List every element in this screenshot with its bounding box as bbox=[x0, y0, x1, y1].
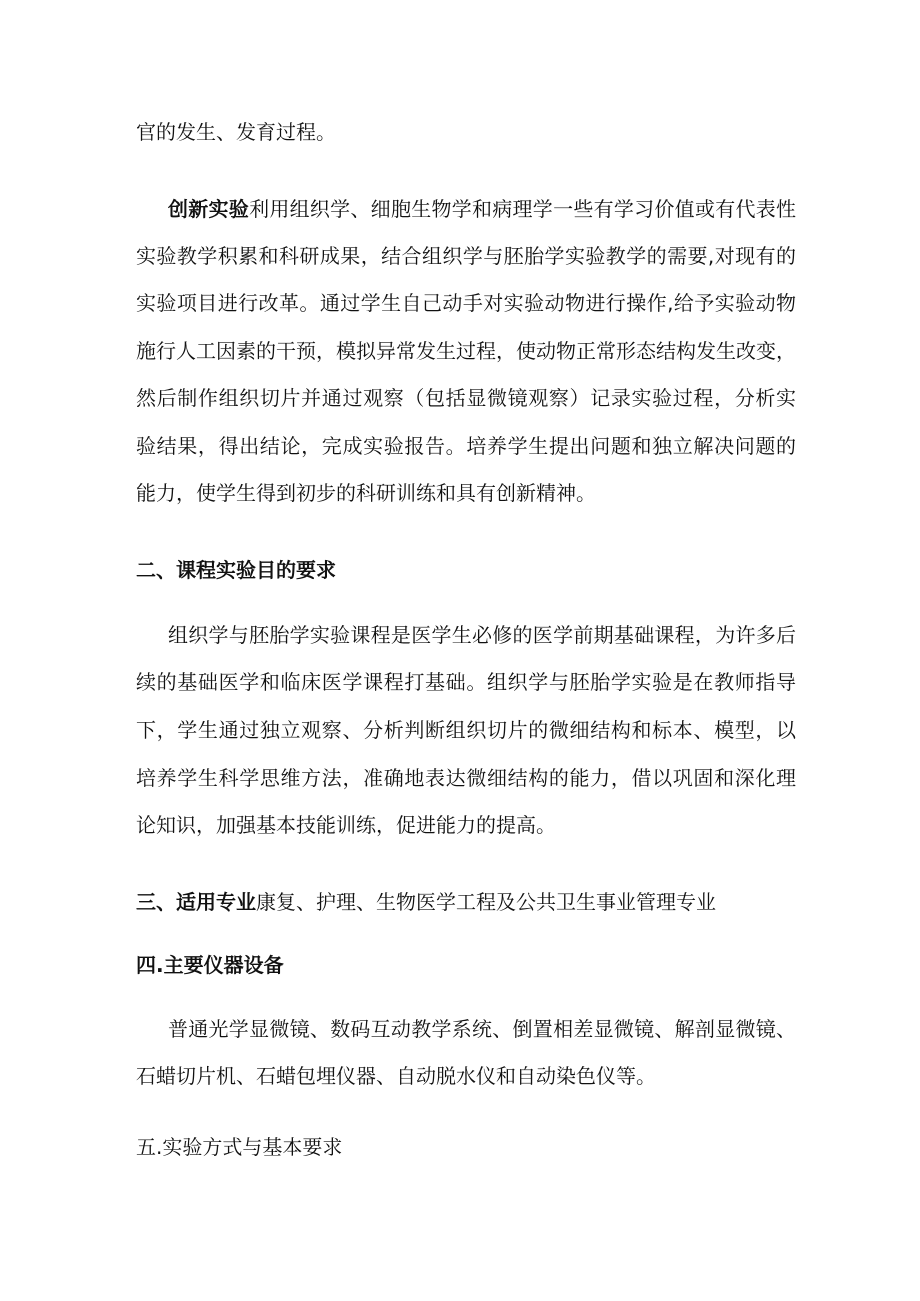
section3-heading-bold: 三、适用专业 bbox=[136, 890, 256, 914]
section-heading: 二、课程实验目的要求 bbox=[136, 558, 336, 582]
paragraph-line: 下，学生通过独立观察、分析判断组织切片的微细结构和标本、模型，以 bbox=[136, 718, 796, 742]
paragraph-line: 官的发生、发育过程。 bbox=[136, 120, 336, 144]
paragraph-line: 施行人工因素的干预，模拟异常发生过程，使动物正常形态结构发生改变， bbox=[136, 339, 796, 363]
section-heading bbox=[136, 888, 716, 916]
paragraph-line: 普通光学显微镜、数码互动教学系统、倒置相差显微镜、解剖显微镜、 bbox=[168, 1017, 796, 1041]
section-heading: 五.实验方式与基本要求 bbox=[136, 1135, 343, 1159]
paragraph-line: 续的基础医学和临床医学课程打基础。组织学与胚胎学实验是在教师指导 bbox=[136, 670, 796, 694]
paragraph-line: 组织学与胚胎学实验课程是医学生必修的医学前期基础课程，为许多后 bbox=[168, 623, 796, 647]
innovation-first-line: 利用组织学、细胞生物学和病理学一些有学习价值或有代表性 bbox=[249, 197, 797, 221]
paragraph-line: 培养学生科学思维方法，准确地表达微细结构的能力，借以巩固和深化理 bbox=[136, 766, 796, 790]
paragraph-line: 验结果，得出结论，完成实验报告。培养学生提出问题和独立解决问题的 bbox=[136, 434, 796, 458]
section3-text: 康复、护理、生物医学工程及公共卫生事业管理专业 bbox=[256, 890, 716, 914]
paragraph-line: 能力，使学生得到初步的科研训练和具有创新精神。 bbox=[136, 481, 596, 505]
innovation-lead-bold: 创新实验 bbox=[168, 197, 250, 221]
paragraph-line: 论知识，加强基本技能训练，促进能力的提高。 bbox=[136, 813, 556, 837]
section-heading: 四.主要仪器设备 bbox=[136, 953, 284, 977]
paragraph-line: 石蜡切片机、石蜡包埋仪器、自动脱水仪和自动染色仪等。 bbox=[136, 1064, 656, 1088]
paragraph-line: 实验教学积累和科研成果，结合组织学与胚胎学实验教学的需要,对现有的 bbox=[136, 244, 796, 268]
paragraph-line bbox=[168, 195, 796, 223]
paragraph-line: 实验项目进行改革。通过学生自己动手对实验动物进行操作,给予实验动物 bbox=[136, 291, 796, 315]
paragraph-line: 然后制作组织切片并通过观察（包括显微镜观察）记录实验过程，分析实 bbox=[136, 386, 796, 410]
